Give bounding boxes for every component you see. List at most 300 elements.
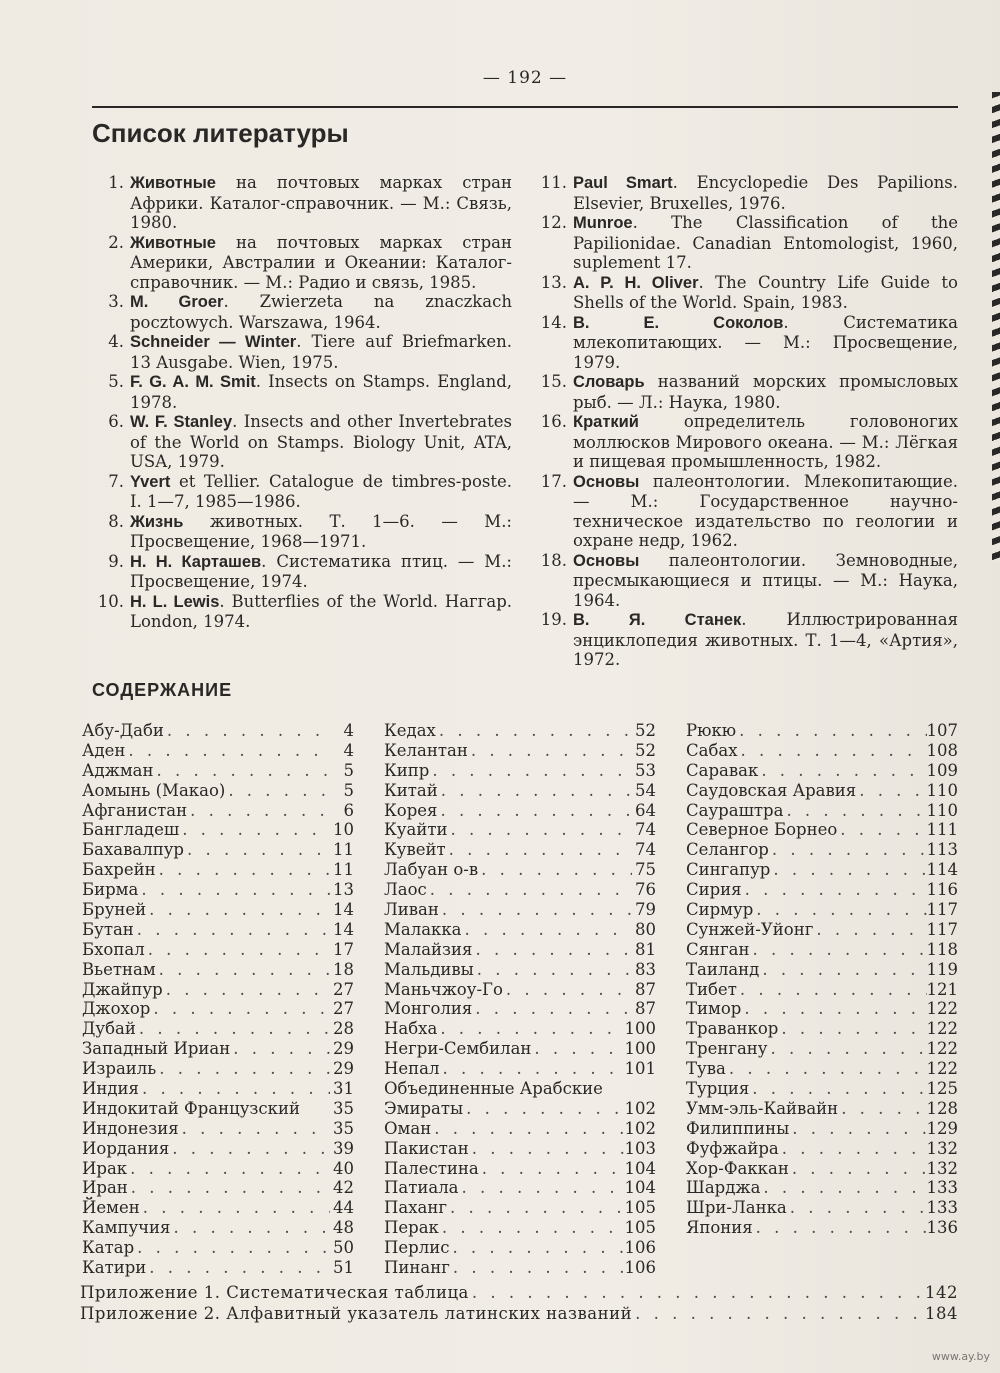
toc-page-number: 109 <box>926 760 958 780</box>
toc-entry <box>82 1198 354 1218</box>
reference-number: 6. <box>108 412 124 431</box>
toc-page-number: 35 <box>333 1098 354 1118</box>
toc-country-name: Набха <box>384 1019 438 1039</box>
toc-entry <box>384 1059 656 1079</box>
toc-country-name: Непал <box>384 1059 440 1079</box>
toc-entry <box>384 741 656 761</box>
toc-page-number: 107 <box>926 721 958 740</box>
leader-dots <box>737 980 927 1000</box>
reference-details: . Zwierzeta na znaczkach pocztowych. Warszawa, 1964. <box>130 292 512 332</box>
toc-entry <box>384 1139 656 1159</box>
toc-country-name: Северное Борнео <box>686 820 838 840</box>
page-number: — 192 — <box>482 68 568 88</box>
reference-number: 13. <box>540 272 567 292</box>
toc-entry <box>384 1019 656 1039</box>
reference-details: . The Country Life Guide to Shells of the World. Spain, 1983. <box>573 272 958 312</box>
leader-dots <box>439 900 632 920</box>
toc-entry <box>686 1039 958 1059</box>
reference-author: Н. Н. Карташев <box>130 552 262 571</box>
toc-entry <box>384 1119 656 1139</box>
reference-number: 9. <box>108 551 124 571</box>
reference-number: 3. <box>108 292 124 311</box>
toc-country-name: Бхопал <box>82 939 145 959</box>
toc-page-number: 102 <box>624 1118 656 1138</box>
toc-country-name: Западный Ириан <box>82 1039 231 1059</box>
reference-text <box>573 412 958 472</box>
toc-entry <box>82 940 354 960</box>
toc-entry <box>686 1159 958 1179</box>
toc-country-name: Сабах <box>686 740 738 760</box>
toc-page-number: 76 <box>635 880 656 900</box>
toc-entry <box>686 880 958 900</box>
toc-page-number: 101 <box>624 1059 656 1079</box>
reference-item <box>92 372 512 412</box>
toc-country-name: Джайпур <box>82 979 163 999</box>
toc-page-number: 87 <box>635 979 656 999</box>
toc-entry <box>384 721 656 741</box>
leader-dots <box>789 1159 927 1179</box>
toc-country-name: Негри-Сембилан <box>384 1039 532 1059</box>
toc-country-name: Аден <box>82 740 126 760</box>
toc-country-name: Монголия <box>384 999 473 1019</box>
toc-page-number: 104 <box>624 1178 656 1198</box>
reference-text <box>130 412 512 472</box>
leader-dots <box>170 1218 330 1238</box>
toc-entry <box>384 1159 656 1179</box>
toc-entry <box>82 960 354 980</box>
toc-entry <box>686 1119 958 1139</box>
toc-entry <box>686 920 958 940</box>
leader-dots <box>472 999 632 1019</box>
toc-country-name: Эмираты <box>384 1098 464 1118</box>
toc-page-number: 64 <box>635 800 656 820</box>
reference-text <box>130 472 512 512</box>
toc-page-number: 121 <box>926 979 958 999</box>
reference-text <box>130 372 512 412</box>
leader-dots <box>742 880 927 900</box>
reference-details: . Систематика млекопитающих. — М.: Просвещение, 1979. <box>573 312 958 372</box>
toc-page-number: 111 <box>926 820 958 840</box>
toc-page-number: 81 <box>635 939 656 959</box>
leader-dots <box>759 960 926 980</box>
toc-country-name: Шри-Ланка <box>686 1198 787 1218</box>
toc-country-name: Саудовская Аравия <box>686 780 857 800</box>
leader-dots <box>184 840 330 860</box>
references-left-column <box>92 173 512 632</box>
toc-entry <box>384 940 656 960</box>
reference-number: 12. <box>540 213 567 232</box>
leader-dots <box>741 999 926 1019</box>
reference-details: палеонтологии. Земноводные, пресмыкающиеся и птицы. — М.: Наука, 1964. <box>573 550 958 610</box>
watermark: www.ay.by <box>931 1350 990 1363</box>
reference-author: A. P. H. Oliver <box>573 273 699 292</box>
reference-details: определитель головоногих моллюсков Мирового океана. — М.: Лёгкая и пищевая промышленность, 1982. <box>573 412 958 471</box>
toc-page-number: 133 <box>926 1198 958 1218</box>
toc-country-name: Палестина <box>384 1158 479 1178</box>
toc-country-name: Куайти <box>384 820 448 840</box>
toc-entry <box>686 840 958 860</box>
toc-page-number: 51 <box>333 1258 354 1278</box>
reference-author: В. Я. Станек <box>573 611 742 629</box>
toc-country-name: Перак <box>384 1218 439 1238</box>
toc-page-number: 117 <box>926 919 958 939</box>
toc-country-name: Вьетнам <box>82 959 156 979</box>
toc-country-name: Траванкор <box>686 1019 779 1039</box>
toc-entry <box>82 1019 354 1039</box>
toc-entry <box>82 860 354 880</box>
toc-page-number: 119 <box>926 959 958 979</box>
toc-entry <box>686 940 958 960</box>
reference-item <box>535 610 958 670</box>
reference-author: Животные <box>130 233 216 252</box>
reference-text <box>573 610 958 670</box>
reference-text <box>573 372 958 412</box>
leader-dots <box>427 880 632 900</box>
toc-entry <box>384 781 656 801</box>
toc-country-name: Бахрейн <box>82 860 156 880</box>
toc-entry <box>82 840 354 860</box>
toc-page-number: 5 <box>343 780 354 800</box>
leader-dots <box>437 801 632 821</box>
leader-dots <box>632 1304 925 1324</box>
toc-entry <box>686 1178 958 1198</box>
toc-page-number: 17 <box>333 939 354 959</box>
reference-details: . Иллюстрированная энциклопедия животных. Т. 1—4, «Артия», 1972. <box>573 610 959 669</box>
toc-page-number: 13 <box>333 880 354 900</box>
reference-item <box>92 173 512 233</box>
leader-dots <box>447 820 632 840</box>
toc-page-number: 102 <box>624 1098 656 1118</box>
toc-page-number: 108 <box>926 740 958 760</box>
toc-page-number: 4 <box>343 721 354 740</box>
reference-details: палеонтологии. Млекопитающие. — М.: Государственное научно-техническое издательство по геологии и охране недр, 1962. <box>573 471 958 550</box>
toc-entry <box>686 741 958 761</box>
references-right-column <box>535 173 958 670</box>
leader-dots <box>753 1218 927 1238</box>
reference-number: 8. <box>108 511 124 531</box>
toc-page-number: 83 <box>635 959 656 979</box>
toc-entry <box>82 801 354 821</box>
leader-dots <box>164 721 330 741</box>
reference-item <box>92 332 512 372</box>
reference-number: 2. <box>108 232 124 252</box>
toc-entry <box>384 900 656 920</box>
toc-entry <box>384 761 656 781</box>
toc-country-name: Шарджа <box>686 1178 761 1198</box>
toc-entry <box>82 1238 354 1258</box>
reference-author: Основы <box>573 551 640 570</box>
toc-entry <box>384 1178 656 1198</box>
leader-dots <box>769 840 927 860</box>
toc-entry <box>686 980 958 1000</box>
toc-entry <box>384 860 656 880</box>
reference-item <box>92 233 512 293</box>
toc-country-name: Кипр <box>384 760 430 780</box>
toc-country-name: Бирма <box>82 880 139 900</box>
toc-page-number: 133 <box>926 1178 958 1198</box>
leader-dots <box>459 1178 625 1198</box>
toc-entry <box>82 741 354 761</box>
toc-entry <box>82 1159 354 1179</box>
toc-country-name: Израиль <box>82 1059 157 1079</box>
toc-page-number: 128 <box>926 1098 958 1118</box>
leader-dots <box>726 1059 927 1079</box>
leader-dots <box>479 1159 625 1179</box>
toc-page-number: 75 <box>635 860 656 880</box>
toc-entry <box>82 721 354 741</box>
toc-entry <box>384 880 656 900</box>
reference-item <box>535 173 958 213</box>
toc-country-name: Иран <box>82 1178 128 1198</box>
toc-country-name: Китай <box>384 780 438 800</box>
toc-country-name: Филиппины <box>686 1118 790 1138</box>
toc-page-number: 5 <box>343 760 354 780</box>
toc-page-number: 44 <box>333 1198 354 1218</box>
toc-country-name: Оман <box>384 1118 432 1138</box>
reference-text <box>130 233 512 293</box>
toc-page-number: 136 <box>926 1218 958 1238</box>
reference-author: W. F. Stanley <box>130 413 233 431</box>
toc-page-number <box>632 1079 656 1099</box>
reference-text <box>573 273 958 313</box>
toc-entry <box>384 999 656 1019</box>
toc-page-number: 10 <box>333 820 354 840</box>
reference-text <box>573 551 958 611</box>
toc-country-name: Дубай <box>82 1019 136 1039</box>
leader-dots <box>449 1238 624 1258</box>
reference-item <box>535 472 958 551</box>
reference-text <box>130 552 512 592</box>
toc-page-number: 110 <box>926 800 958 820</box>
reference-details: на почтовых марках стран Америки, Австралии и Океании: Каталог-справочник. — М.: Радио и связь, 1985. <box>130 232 512 292</box>
toc-country-name: Тренгану <box>686 1039 768 1059</box>
toc-page-number: 6 <box>343 800 354 820</box>
contents-title: СОДЕРЖАНИЕ <box>92 680 233 700</box>
toc-country-name: Патиала <box>384 1178 459 1198</box>
reference-text <box>130 592 512 632</box>
toc-page-number: 118 <box>926 939 958 959</box>
leader-dots <box>447 1198 624 1218</box>
reference-details: . Insects on Stamps. England, 1978. <box>130 372 512 412</box>
toc-country-name: Кедах <box>384 721 436 740</box>
reference-number: 1. <box>108 173 124 192</box>
toc-country-name: Сунжей-Уйонг <box>686 919 814 939</box>
reference-details: . Encyclopedie Des Papilions. Elsevier, Bruxelles, 1976. <box>573 173 958 213</box>
leader-dots <box>778 1019 926 1039</box>
leader-dots <box>503 980 632 1000</box>
leader-dots <box>179 820 330 840</box>
toc-country-name: Индокитай Французский <box>82 1098 300 1118</box>
toc-page-number: 106 <box>624 1258 656 1278</box>
leader-dots <box>770 860 926 880</box>
leader-dots <box>230 1039 330 1059</box>
leader-dots <box>125 741 330 761</box>
toc-entry <box>82 880 354 900</box>
toc-country-name: Бахавалпур <box>82 840 184 860</box>
toc-country-name: Таиланд <box>686 959 760 979</box>
leader-dots <box>749 1079 926 1099</box>
reference-details: на почтовых марках стран Африки. Каталог-справочник. — М.: Связь, 1980. <box>130 173 512 232</box>
toc-page-number: 74 <box>635 840 656 860</box>
toc-entry <box>686 721 958 741</box>
reference-item <box>92 292 512 332</box>
toc-country-name: Сянган <box>686 939 750 959</box>
toc-entry <box>686 781 958 801</box>
toc-entry <box>82 1039 354 1059</box>
reference-author: Munroe <box>573 214 633 232</box>
leader-dots <box>140 1198 330 1218</box>
leader-dots <box>531 1039 624 1059</box>
leader-dots <box>450 1258 625 1278</box>
toc-page-number: 104 <box>624 1158 656 1178</box>
reference-author: В. Е. Соколов <box>573 313 784 332</box>
toc-page-number: 105 <box>624 1218 656 1238</box>
leader-dots <box>154 761 330 781</box>
reference-number: 14. <box>540 312 567 332</box>
toc-entry <box>384 1258 656 1278</box>
leader-dots <box>429 761 632 781</box>
leader-dots <box>750 940 927 960</box>
leader-dots <box>146 1258 330 1278</box>
toc-entry <box>82 999 354 1019</box>
toc-country-name: Кувейт <box>384 840 446 860</box>
toc-country-name: Селангор <box>686 840 769 860</box>
toc-country-name: Фуфжайра <box>686 1138 779 1158</box>
reference-details: названий морских промысловых рыб. — Л.: Наука, 1980. <box>573 372 958 412</box>
appendix-text: Приложение 2. Алфавитный указатель латинских названий <box>80 1304 633 1323</box>
toc-entry <box>82 1178 354 1198</box>
toc-page-number: 39 <box>333 1138 354 1158</box>
leader-dots <box>736 721 926 741</box>
reference-item <box>92 552 512 592</box>
toc-entry <box>82 820 354 840</box>
toc-country-name: Аджман <box>82 760 154 780</box>
toc-entry <box>384 1198 656 1218</box>
toc-country-name: Катири <box>82 1258 147 1278</box>
toc-page-number: 40 <box>333 1158 354 1178</box>
toc-page-number: 52 <box>635 721 656 740</box>
reference-item <box>92 512 512 552</box>
toc-page-number: 125 <box>926 1079 958 1099</box>
toc-country-name: Индонезия <box>82 1118 179 1138</box>
toc-entry <box>686 1019 958 1039</box>
toc-entry <box>384 920 656 940</box>
reference-author: Словарь <box>573 373 645 391</box>
leader-dots <box>138 880 330 900</box>
toc-entry <box>82 920 354 940</box>
reference-author: Schneider — Winter <box>130 333 297 351</box>
leader-dots <box>738 741 927 761</box>
reference-text <box>573 472 958 551</box>
toc-entry <box>82 1218 354 1238</box>
reference-text <box>130 292 512 332</box>
reference-number: 15. <box>540 372 567 391</box>
toc-page-number: 87 <box>635 999 656 1019</box>
toc-page-number: 4 <box>343 740 354 760</box>
appendix-page: 184 <box>925 1304 958 1323</box>
toc-country-name: Тува <box>686 1059 726 1079</box>
reference-author: Жизнь <box>130 512 184 531</box>
toc-page-number: 103 <box>624 1138 656 1158</box>
toc-page-number: 29 <box>333 1059 354 1079</box>
toc-entry <box>82 781 354 801</box>
toc-entry <box>686 1079 958 1099</box>
reference-number: 16. <box>540 412 567 431</box>
reference-details: et Tellier. Catalogue de timbres-poste. I. 1—7, 1985—1986. <box>130 471 512 511</box>
toc-country-name: Малакка <box>384 919 462 939</box>
toc-entry <box>82 1059 354 1079</box>
toc-country-name: Афганистан <box>82 800 188 820</box>
leader-dots <box>134 1238 330 1258</box>
leader-dots <box>156 960 330 980</box>
toc-country-name: Пинанг <box>384 1258 450 1278</box>
reference-details: животных. Т. 1—6. — М.: Просвещение, 1968—1971. <box>130 511 512 551</box>
toc-country-name: Рюкю <box>686 721 737 740</box>
toc-page-number: 48 <box>333 1218 354 1238</box>
toc-country-name: Катар <box>82 1238 135 1258</box>
toc-page-number: 100 <box>624 1019 656 1039</box>
toc-page-number: 18 <box>333 959 354 979</box>
toc-entry <box>686 1139 958 1159</box>
leader-dots <box>169 1139 330 1159</box>
toc-page-number: 113 <box>926 840 958 860</box>
reference-text <box>573 313 958 373</box>
toc-country-name: Тибет <box>686 979 737 999</box>
toc-country-name: Джохор <box>82 999 151 1019</box>
reference-item <box>535 213 958 273</box>
reference-number: 7. <box>108 471 124 491</box>
leader-dots <box>127 1159 330 1179</box>
toc-country-name: Пакистан <box>384 1138 469 1158</box>
toc-country-name: Индия <box>82 1079 139 1099</box>
toc-page-number: 122 <box>926 999 958 1019</box>
reference-item <box>535 273 958 313</box>
toc-country-name: Бруней <box>82 900 147 920</box>
leader-dots <box>462 920 632 940</box>
toc-page-number: 31 <box>333 1079 354 1099</box>
leader-dots <box>753 900 926 920</box>
leader-dots <box>145 940 330 960</box>
toc-entry <box>384 1238 656 1258</box>
reference-details: . The Classification of the Papilionidae. Canadian Entomologist, 1960, suplement 17. <box>573 213 958 272</box>
toc-page-number: 132 <box>926 1158 958 1178</box>
toc-entry <box>686 761 958 781</box>
reference-author: M. Groer <box>130 293 224 311</box>
toc-entry <box>82 761 354 781</box>
toc-entry <box>82 900 354 920</box>
toc-entry <box>686 1059 958 1079</box>
toc-country-name: Хор-Факкан <box>686 1158 789 1178</box>
toc-entry <box>686 801 958 821</box>
toc-country-name: Сирия <box>686 880 742 900</box>
reference-author: Основы <box>573 472 640 491</box>
leader-dots <box>779 1139 927 1159</box>
toc-country-name: Иордания <box>82 1138 170 1158</box>
reference-text <box>130 512 512 552</box>
toc-country-name: Кампучия <box>82 1218 171 1238</box>
leader-dots <box>439 1059 624 1079</box>
toc-page-number: 116 <box>926 880 958 900</box>
reference-author: Краткий <box>573 413 639 431</box>
reference-text <box>130 332 512 372</box>
reference-author: Yvert <box>130 472 171 491</box>
leader-dots <box>478 860 632 880</box>
toc-country-name: Сингапур <box>686 860 771 880</box>
leader-dots <box>469 1139 625 1159</box>
leader-dots <box>438 781 632 801</box>
leader-dots <box>603 1079 632 1099</box>
toc-entry <box>384 980 656 1000</box>
